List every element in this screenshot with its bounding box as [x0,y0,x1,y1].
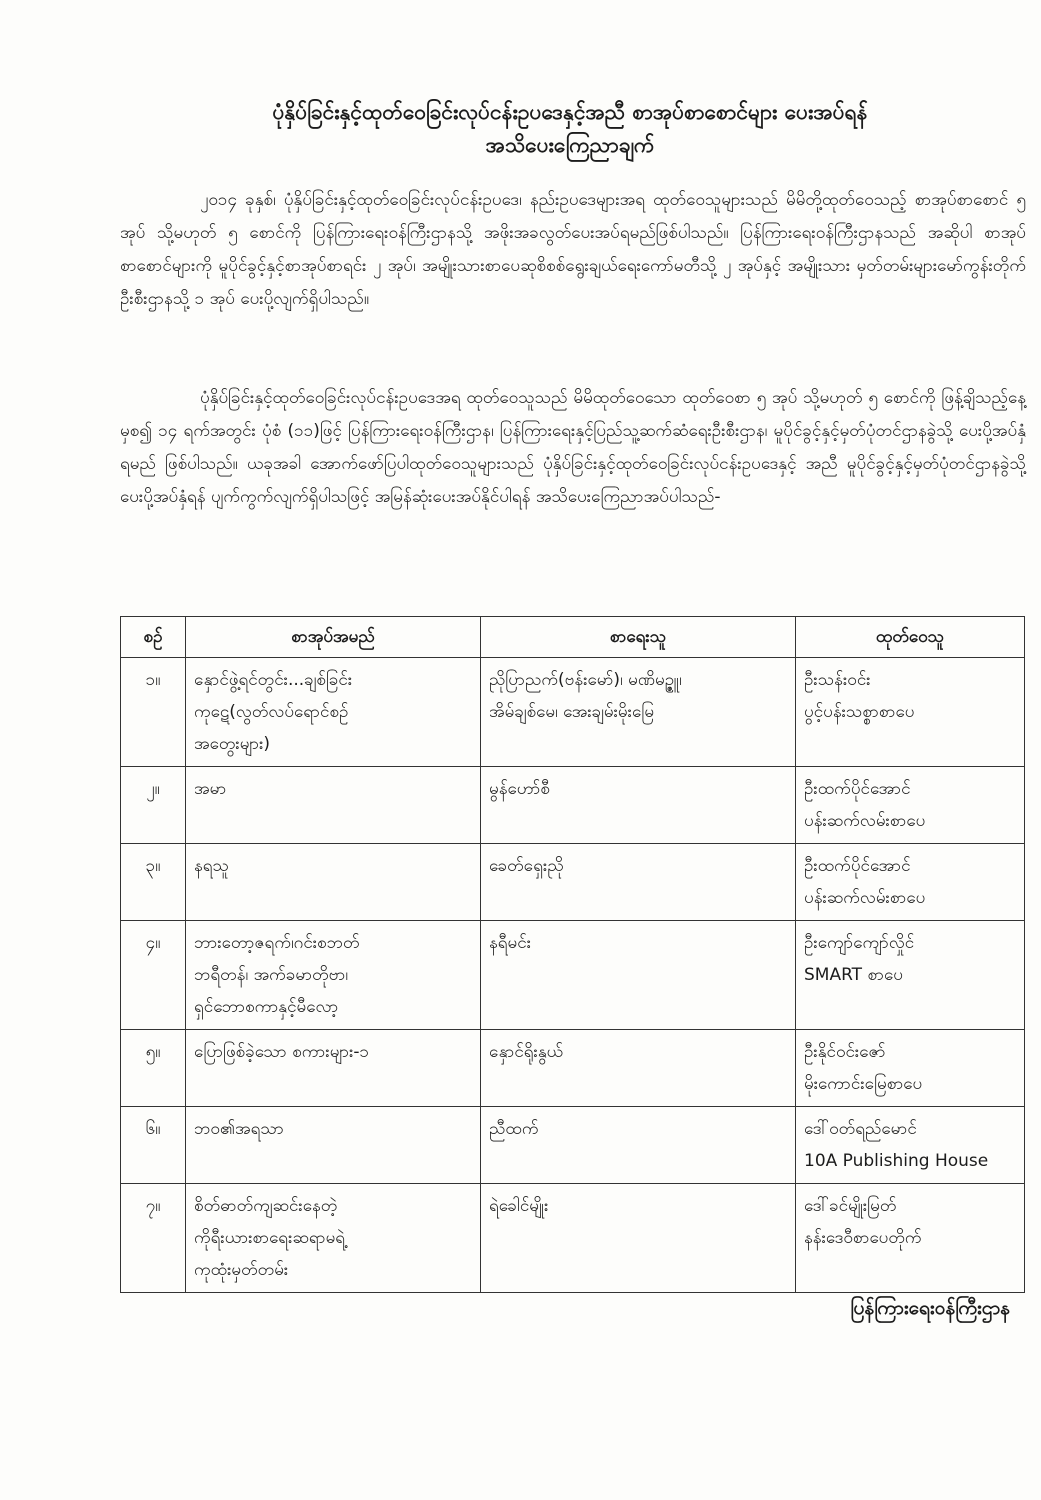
book-title-cell [186,921,481,1030]
publisher-cell-line: ပန်းဆက်လမ်းစာပေ [804,811,926,831]
book-title-cell [186,1107,481,1184]
book-title-cell [186,658,481,767]
author-cell [481,767,796,844]
publisher-cell-line: ပွင့်ပန်းသစ္စာစာပေ [804,702,915,722]
book-title-cell-line: ဘဝ၏အရသာ [194,1119,284,1139]
book-title-cell-line: နရသူ [194,856,229,876]
publisher-cell-line: ပန်းဆက်လမ်းစာပေ [804,888,926,908]
book-title-cell-line: ရှင်ဘောစကာနှင့်မီလော့ [194,997,339,1017]
author-cell-line: ရဲခေါင်မျိုး [489,1196,549,1216]
header-book-title: စာအုပ်အမည် [186,617,481,658]
notice-subtitle: အသိပေးကြေညာချက် [485,133,655,157]
row-number: ၂။ [121,767,186,844]
publisher-cell-line: ဒေါ်ခင်မျိုးမြတ် [804,1196,897,1216]
row-number: ၄။ [121,921,186,1030]
publisher-cell [796,921,1025,1030]
table-header-row [121,617,1025,658]
paragraph-2: ပုံနှိပ်ခြင်းနှင့်ထုတ်ဝေခြင်းလုပ်ငန်းဥပဒေအရ ထုတ်ဝေသူသည် မိမိထုတ်ဝေသော ထုတ်ဝေစာ ၅ အုပ် သို့မဟုတ် ၅ စောင်ကို ဖြန့်ချိသည့်နေ့မှစ၍ ၁၄ ရက်အတွင်း ပုံစံ (၁၁)ဖြင့် ပြန်ကြားရေးဝန်ကြီးဌာန၊ ပြန်ကြားရေးနှင့်ပြည်သူ့ဆက်ဆံရေးဦးစီးဌာန၊ မူပိုင်ခွင့်နှင့်မှတ်ပုံတင်ဌာနခွဲသို့ ပေးပို့အပ်နှံရမည် ဖြစ်ပါသည်။ ယခုအခါ အောက်ဖော်ပြပါထုတ်ဝေသူများသည် ပုံနှိပ်ခြင်းနှင့်ထုတ်ဝေခြင်းလုပ်ငန်းဥပဒေနှင့် အညီ မူပိုင်ခွင့်နှင့်မှတ်ပုံတင်ဌာနခွဲသို့ ပေးပို့အပ်နှံရန် ပျက်ကွက်လျက်ရှိပါသဖြင့် အမြန်ဆုံးပေးအပ်နိုင်ပါရန် အသိပေးကြေညာအပ်ပါသည်- [120,388,1026,507]
row-number: ၆။ [121,1107,186,1184]
book-title-cell-line: အတွေးများ) [194,734,271,754]
publisher-cell-line: ဦးထက်ပိုင်အောင် [804,856,911,876]
book-title-cell-line: စိတ်ဓာတ်ကျဆင်းနေတဲ့ [194,1196,338,1216]
author-cell [481,921,796,1030]
row-number: ၇။ [121,1184,186,1293]
table-row [121,1107,1025,1184]
book-title-cell-line: ကုဋေ(လွတ်လပ်ရောင်စဉ် [194,702,349,722]
publication-table [120,616,1025,1293]
notice-title: ပုံနှိပ်ခြင်းနှင့်ထုတ်ဝေခြင်းလုပ်ငန်းဥပဒေနှင့်အညီ စာအုပ်စာစောင်များ ပေးအပ်ရန် [272,100,868,124]
header-number: စဉ် [121,617,186,658]
book-title-cell-line: ဘားတော့ဇရက်၊ဂင်းစဘတ် [194,933,360,953]
book-title-cell-line: ပြောဖြစ်ခဲ့သော စကားများ-၁ [194,1042,370,1062]
publisher-cell-line: ဦးနိုင်ဝင်းဇော် [804,1042,886,1062]
publisher-cell-line: ဦးကျော်ကျော်လှိုင် [804,933,915,953]
paragraph-1: ၂၀၁၄ ခုနှစ်၊ ပုံနှိပ်ခြင်းနှင့်ထုတ်ဝေခြင်းလုပ်ငန်းဥပဒေ၊ နည်းဥပဒေများအရ ထုတ်ဝေသူများသည် မိမိတို့ထုတ်ဝေသည့် စာအုပ်စာစောင် ၅ အုပ် သို့မဟုတ် ၅ စောင်ကို ပြန်ကြားရေးဝန်ကြီးဌာနသို့ အဖိုးအခလွတ်ပေးအပ်ရမည်ဖြစ်ပါသည်။ ပြန်ကြားရေးဝန်ကြီးဌာနသည် အဆိုပါ စာအုပ်စာစောင်များကို မူပိုင်ခွင့်နှင့်စာအုပ်စာရင်း ၂ အုပ်၊ အမျိုးသားစာပေဆုစိစစ်ရွေးချယ်ရေးကော်မတီသို့ ၂ အုပ်နှင့် အမျိုးသား မှတ်တမ်းများမော်ကွန်းတိုက်ဦးစီးဌာနသို့ ၁ အုပ် ပေးပို့လျက်ရှိပါသည်။ [120,190,1026,309]
table-row [121,921,1025,1030]
publisher-cell [796,844,1025,921]
author-cell-line: ညီထက် [489,1119,539,1139]
author-cell [481,844,796,921]
row-number: ၁။ [121,658,186,767]
publisher-cell [796,1107,1025,1184]
book-title-cell [186,767,481,844]
publisher-cell-line: 10A Publishing House [804,1151,989,1171]
table-row [121,658,1025,767]
row-number: ၅။ [121,1030,186,1107]
author-cell [481,1030,796,1107]
author-cell-line: အိမ်ချစ်မေ၊ အေးချမ်းမိုးမြေ [489,702,655,722]
table-row [121,767,1025,844]
publisher-cell [796,658,1025,767]
publisher-cell-line: ဒေါ်ဝတ်ရည်မောင် [804,1119,917,1139]
book-title-cell [186,1030,481,1107]
row-number: ၃။ [121,844,186,921]
table-row [121,1030,1025,1107]
publisher-cell [796,1030,1025,1107]
book-title-cell-line: ဘရီတန်၊ အက်ခမာတိုဗာ၊ [194,965,349,985]
book-title-cell-line: ကုထုံးမှတ်တမ်း [194,1260,289,1280]
author-cell-line: ခေတ်ရှေးညို [489,856,564,876]
table-row [121,1184,1025,1293]
header-publisher: ထုတ်ဝေသူ [796,617,1025,658]
book-title-cell [186,844,481,921]
author-cell [481,1184,796,1293]
publisher-cell [796,767,1025,844]
author-cell-line: ညိုပြာညက်(ဗန်းမော်)၊ မဏိမဥ္ဇူ၊ [489,670,682,690]
book-title-cell-line: အမာ [194,779,227,799]
publisher-cell-line: ဦးသန်းဝင်း [804,670,871,690]
issuing-ministry: ပြန်ကြားရေးဝန်ကြီးဌာန [850,1297,1010,1319]
publisher-cell-line: နန်းဒေဝီစာပေတိုက် [804,1228,922,1248]
publisher-cell-line: ဦးထက်ပိုင်အောင် [804,779,911,799]
header-author: စာရေးသူ [481,617,796,658]
publisher-cell [796,1184,1025,1293]
publisher-cell-line: မိုးကောင်းမြေစာပေ [804,1074,923,1094]
book-title-cell-line: နှောင်ဖွဲ့ရင်တွင်း...ချစ်ခြင်း [194,670,353,690]
publisher-cell-line: SMART စာပေ [804,965,903,985]
author-cell [481,1107,796,1184]
author-cell [481,658,796,767]
author-cell-line: နရီမင်း [489,933,532,953]
author-cell-line: မွန်ဟော်စီ [489,779,550,799]
author-cell-line: နှောင်ရိုးနွယ် [489,1042,564,1062]
book-title-cell-line: ကိုရီးယားစာရေးဆရာမရဲ့ [194,1228,346,1248]
table-row [121,844,1025,921]
book-title-cell [186,1184,481,1293]
